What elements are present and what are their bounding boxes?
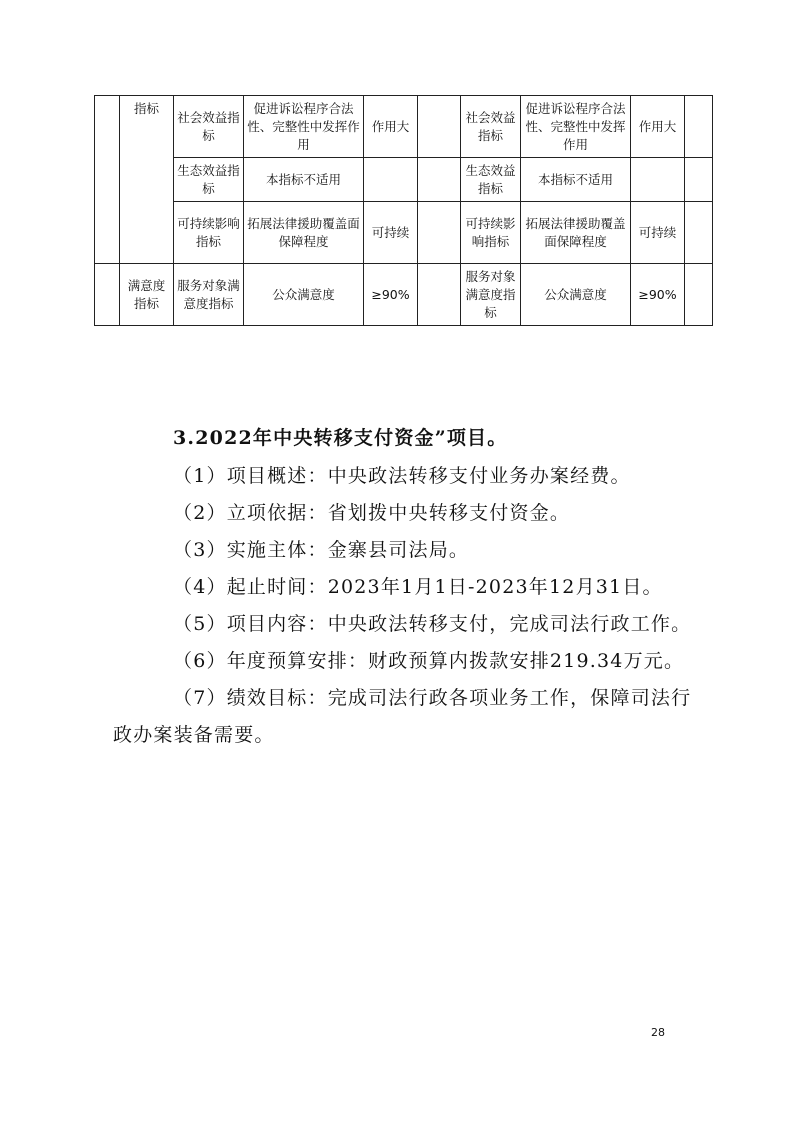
table-cell (631, 158, 685, 202)
section-body (113, 458, 693, 754)
table-cell (95, 96, 120, 264)
table-cell: 可持续影响指标 (174, 202, 244, 264)
table-cell (418, 158, 461, 202)
table-cell: 可持续 (631, 202, 685, 264)
section-title: 3.2022年中央转移支付资金”项目。 (173, 427, 508, 449)
paragraph-basis: （2）立项依据：省划拨中央转移支付资金。 (173, 502, 571, 524)
table-row (95, 158, 713, 202)
table-cell (418, 264, 461, 326)
paragraph-budget: （6）年度预算安排：财政预算内拨款安排219.34万元。 (173, 650, 685, 672)
table-cell: 促进诉讼程序合法性、完整性中发挥作用 (521, 96, 631, 158)
paragraph-overview: （1）项目概述：中央政法转移支付业务办案经费。 (173, 465, 631, 487)
table-cell: 作用大 (364, 96, 418, 158)
table-cell: 拓展法律援助覆盖面保障程度 (521, 202, 631, 264)
table-cell: 社会效益指标 (461, 96, 521, 158)
paragraph-content: （5）项目内容：中央政法转移支付，完成司法行政工作。 (173, 613, 692, 635)
table-cell: 作用大 (631, 96, 685, 158)
table-cell (685, 264, 713, 326)
table-cell: 本指标不适用 (244, 158, 364, 202)
table-cell: ≥90% (631, 264, 685, 326)
performance-indicator-table (94, 95, 713, 326)
indicator-category-cell: 满意度指标 (120, 264, 174, 326)
table-cell (95, 264, 120, 326)
page-number: 28 (651, 1026, 665, 1039)
table-cell: 社会效益指标 (174, 96, 244, 158)
paragraph-implementer: （3）实施主体：金寨县司法局。 (173, 539, 470, 561)
table-cell: 服务对象满意度指标 (174, 264, 244, 326)
table-cell: 生态效益指标 (174, 158, 244, 202)
table-row (95, 264, 713, 326)
paragraph-period: （4）起止时间：2023年1月1日-2023年12月31日。 (173, 576, 663, 598)
table-cell: 可持续影响指标 (461, 202, 521, 264)
table-cell: 本指标不适用 (521, 158, 631, 202)
table-cell (418, 96, 461, 158)
table-cell: 公众满意度 (244, 264, 364, 326)
table-cell: 拓展法律援助覆盖面保障程度 (244, 202, 364, 264)
table-cell: 公众满意度 (521, 264, 631, 326)
paragraph-goal: （7）绩效目标：完成司法行政各项业务工作，保障司法行政办案装备需要。 (113, 687, 692, 746)
indicator-category-cell: 指标 (120, 96, 174, 264)
table-cell (685, 158, 713, 202)
table-cell: 促进诉讼程序合法性、完整性中发挥作用 (244, 96, 364, 158)
table-cell (364, 158, 418, 202)
table-cell: 生态效益指标 (461, 158, 521, 202)
table-cell (685, 202, 713, 264)
table-cell: 可持续 (364, 202, 418, 264)
table-cell (418, 202, 461, 264)
table-cell (685, 96, 713, 158)
table-cell: ≥90% (364, 264, 418, 326)
table-row (95, 96, 713, 158)
table-cell: 服务对象满意度指标 (461, 264, 521, 326)
table-row (95, 202, 713, 264)
